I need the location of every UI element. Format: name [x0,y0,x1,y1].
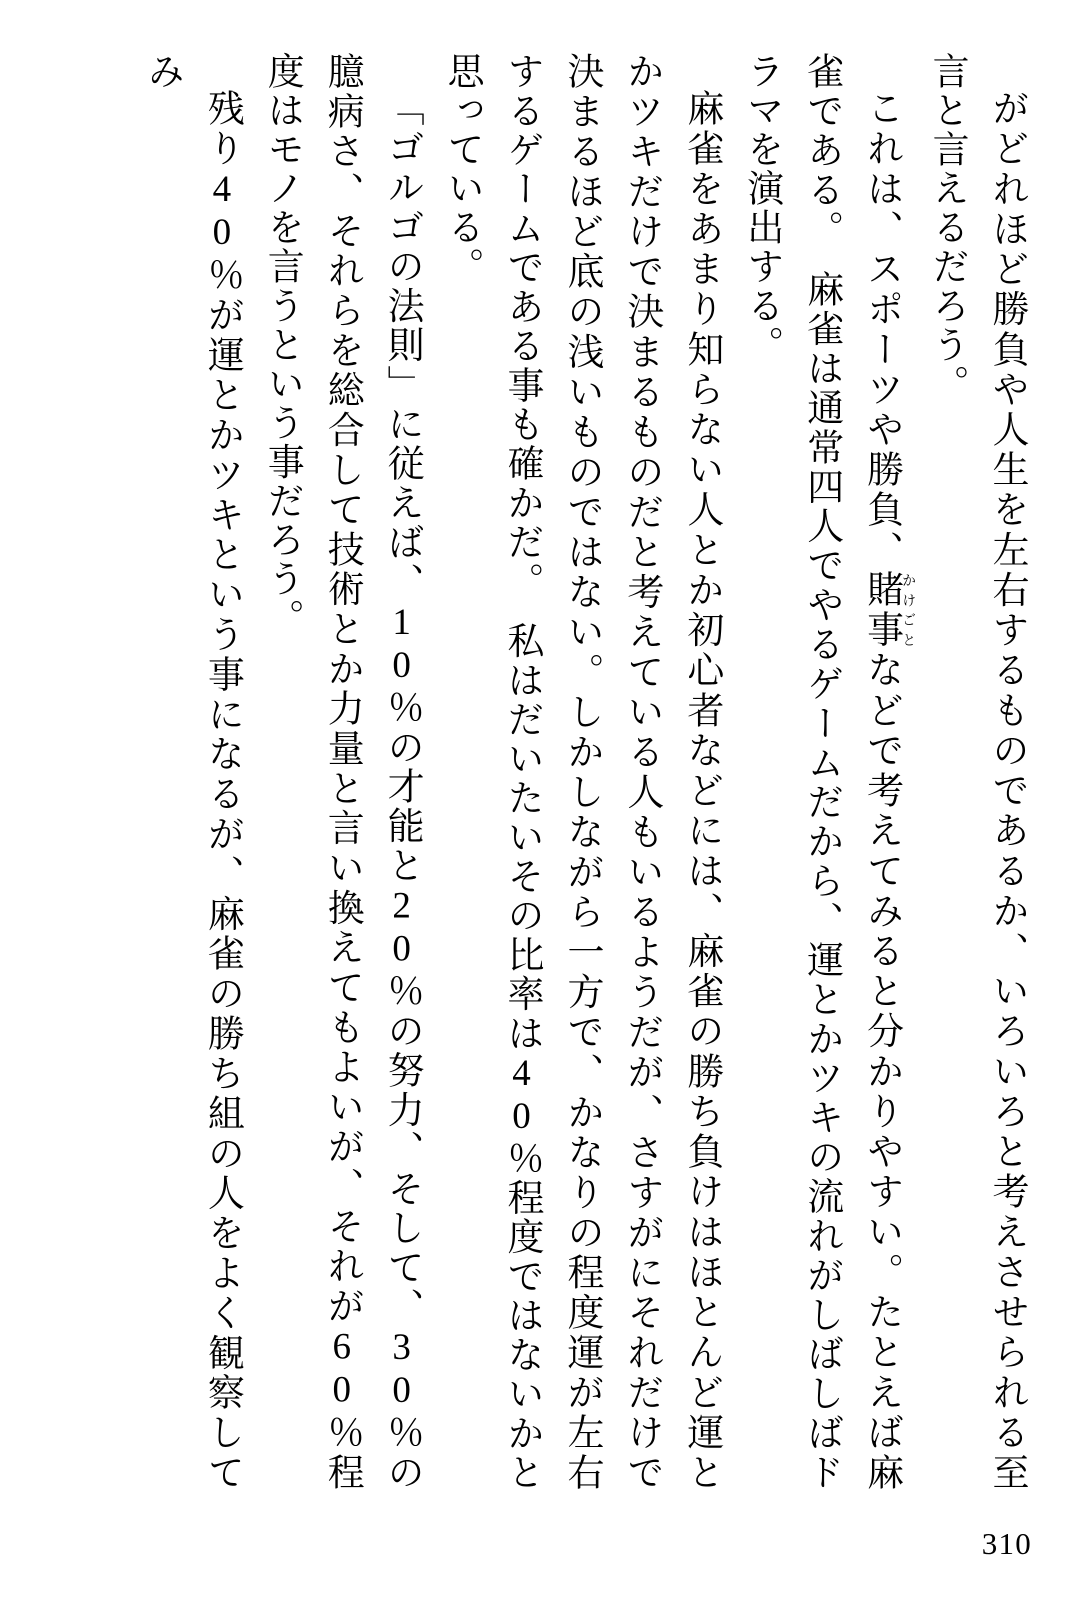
paragraph-3: 麻雀をあまり知らない人とか初心者などには、麻雀の勝ち負けはほとんど運とかツキだけで決まるものだと考えている人もいるようだが、さすがにそれだけで決まるほど底の浅いものではない。しかしながら一方で、かなりの程度運が左右するゲームである事も確かだ。 私はだいたいその比率は40％程度ではないかと思っている。 [441,52,722,1492]
paragraph-2-text-before-ruby: これは、スポーツや勝負、 [860,89,902,571]
paragraph-2-text-after-ruby: などで考えてみると分かりやすい。たとえば麻雀である。 麻雀は通常四人でやるゲームだから、運とかツキの流れがしばしばドラマを演出する。 [740,52,902,1492]
page-number: 310 [981,1526,1032,1561]
ruby-annotation: かけごと [900,570,917,650]
paragraph-2 [731,52,916,1492]
paragraph-1: がどれほど勝負や人生を左右するものであるか、いろいろと考えさせられる至言と言えるだろう。 [926,52,1027,1492]
paragraph-4: 「ゴルゴの法則」に従えば、10％の才能と20％の努力、そして、30％の臆病さ、それらを総合して技術とか力量と言い換えてもよいが、それが60％程度はモノを言うという事だろう。 [261,52,423,1492]
ruby-kakegoto [860,570,917,651]
paragraph-5: 残り40％が運とかツキという事になるが、麻雀の勝ち組の人をよく観察してみ [141,52,243,1492]
ruby-base: 賭事 [860,570,902,651]
page-text-body [56,52,1036,1492]
